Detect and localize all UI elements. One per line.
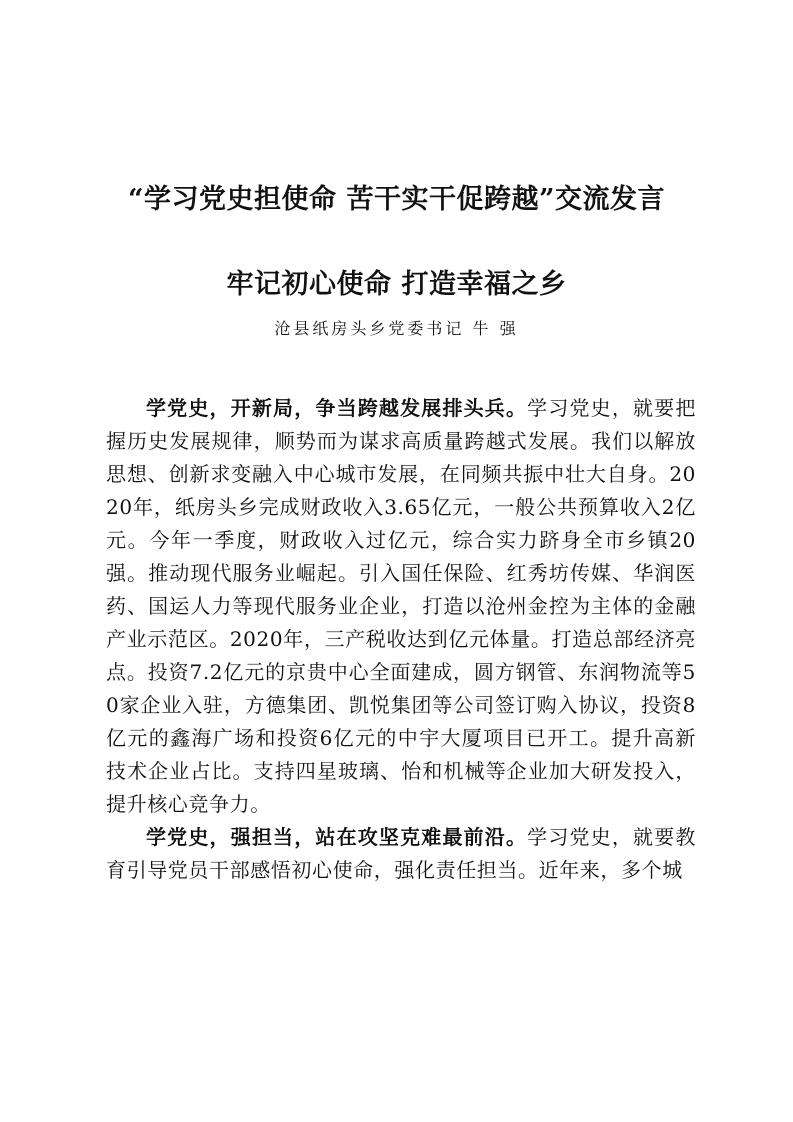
paragraph-text: 学习党史，就要把握历史发展规律，顺势而为谋求高质量跨越式发展。我们以解放思想、创新求变融入中心城市发展，在同频共振中壮大自身。2020年，纸房头乡完成财政收入3.65亿元，一般公共预算收入2亿元。今年一季度，财政收入过亿元，综合实力跻身全市乡镇20强。推动现代服务业崛起。引入国任保险、红秀坊传媒、华润医药、国运人力等现代服务业企业，打造以沧州金控为主体的金融产业示范区。2020年，三产税收达到亿元体量。打造总部经济亮点。投资7.2亿元的京贵中心全面建成，圆方钢管、东润物流等50家企业入驻，方德集团、凯悦集团等公司签订购入协议，投资8亿元的鑫海广场和投资6亿元的中宇大厦项目已开工。提升高新技术企业占比。支持四星玻璃、怡和机械等企业加大研发投入，提升核心竞争力。 bbox=[106, 396, 696, 816]
paragraph bbox=[106, 821, 696, 887]
document-subtitle: 牢记初心使命 打造幸福之乡 bbox=[226, 269, 567, 300]
author-line: 沧县纸房头乡党委书记 牛 强 bbox=[274, 319, 519, 338]
paragraph bbox=[106, 392, 696, 821]
paragraph-lead: 学党史，开新局，争当跨越发展排头兵。 bbox=[146, 396, 528, 420]
paragraph-text: 学习党史，就要教育引导党员干部感悟初心使命，强化责任担当。近年来，多个城 bbox=[106, 825, 696, 882]
paragraph-lead: 学党史，强担当，站在攻坚克难最前沿。 bbox=[146, 825, 528, 849]
document-title: “学习党史担使命 苦干实干促跨越”交流发言 bbox=[128, 184, 665, 215]
document-body bbox=[106, 392, 696, 887]
